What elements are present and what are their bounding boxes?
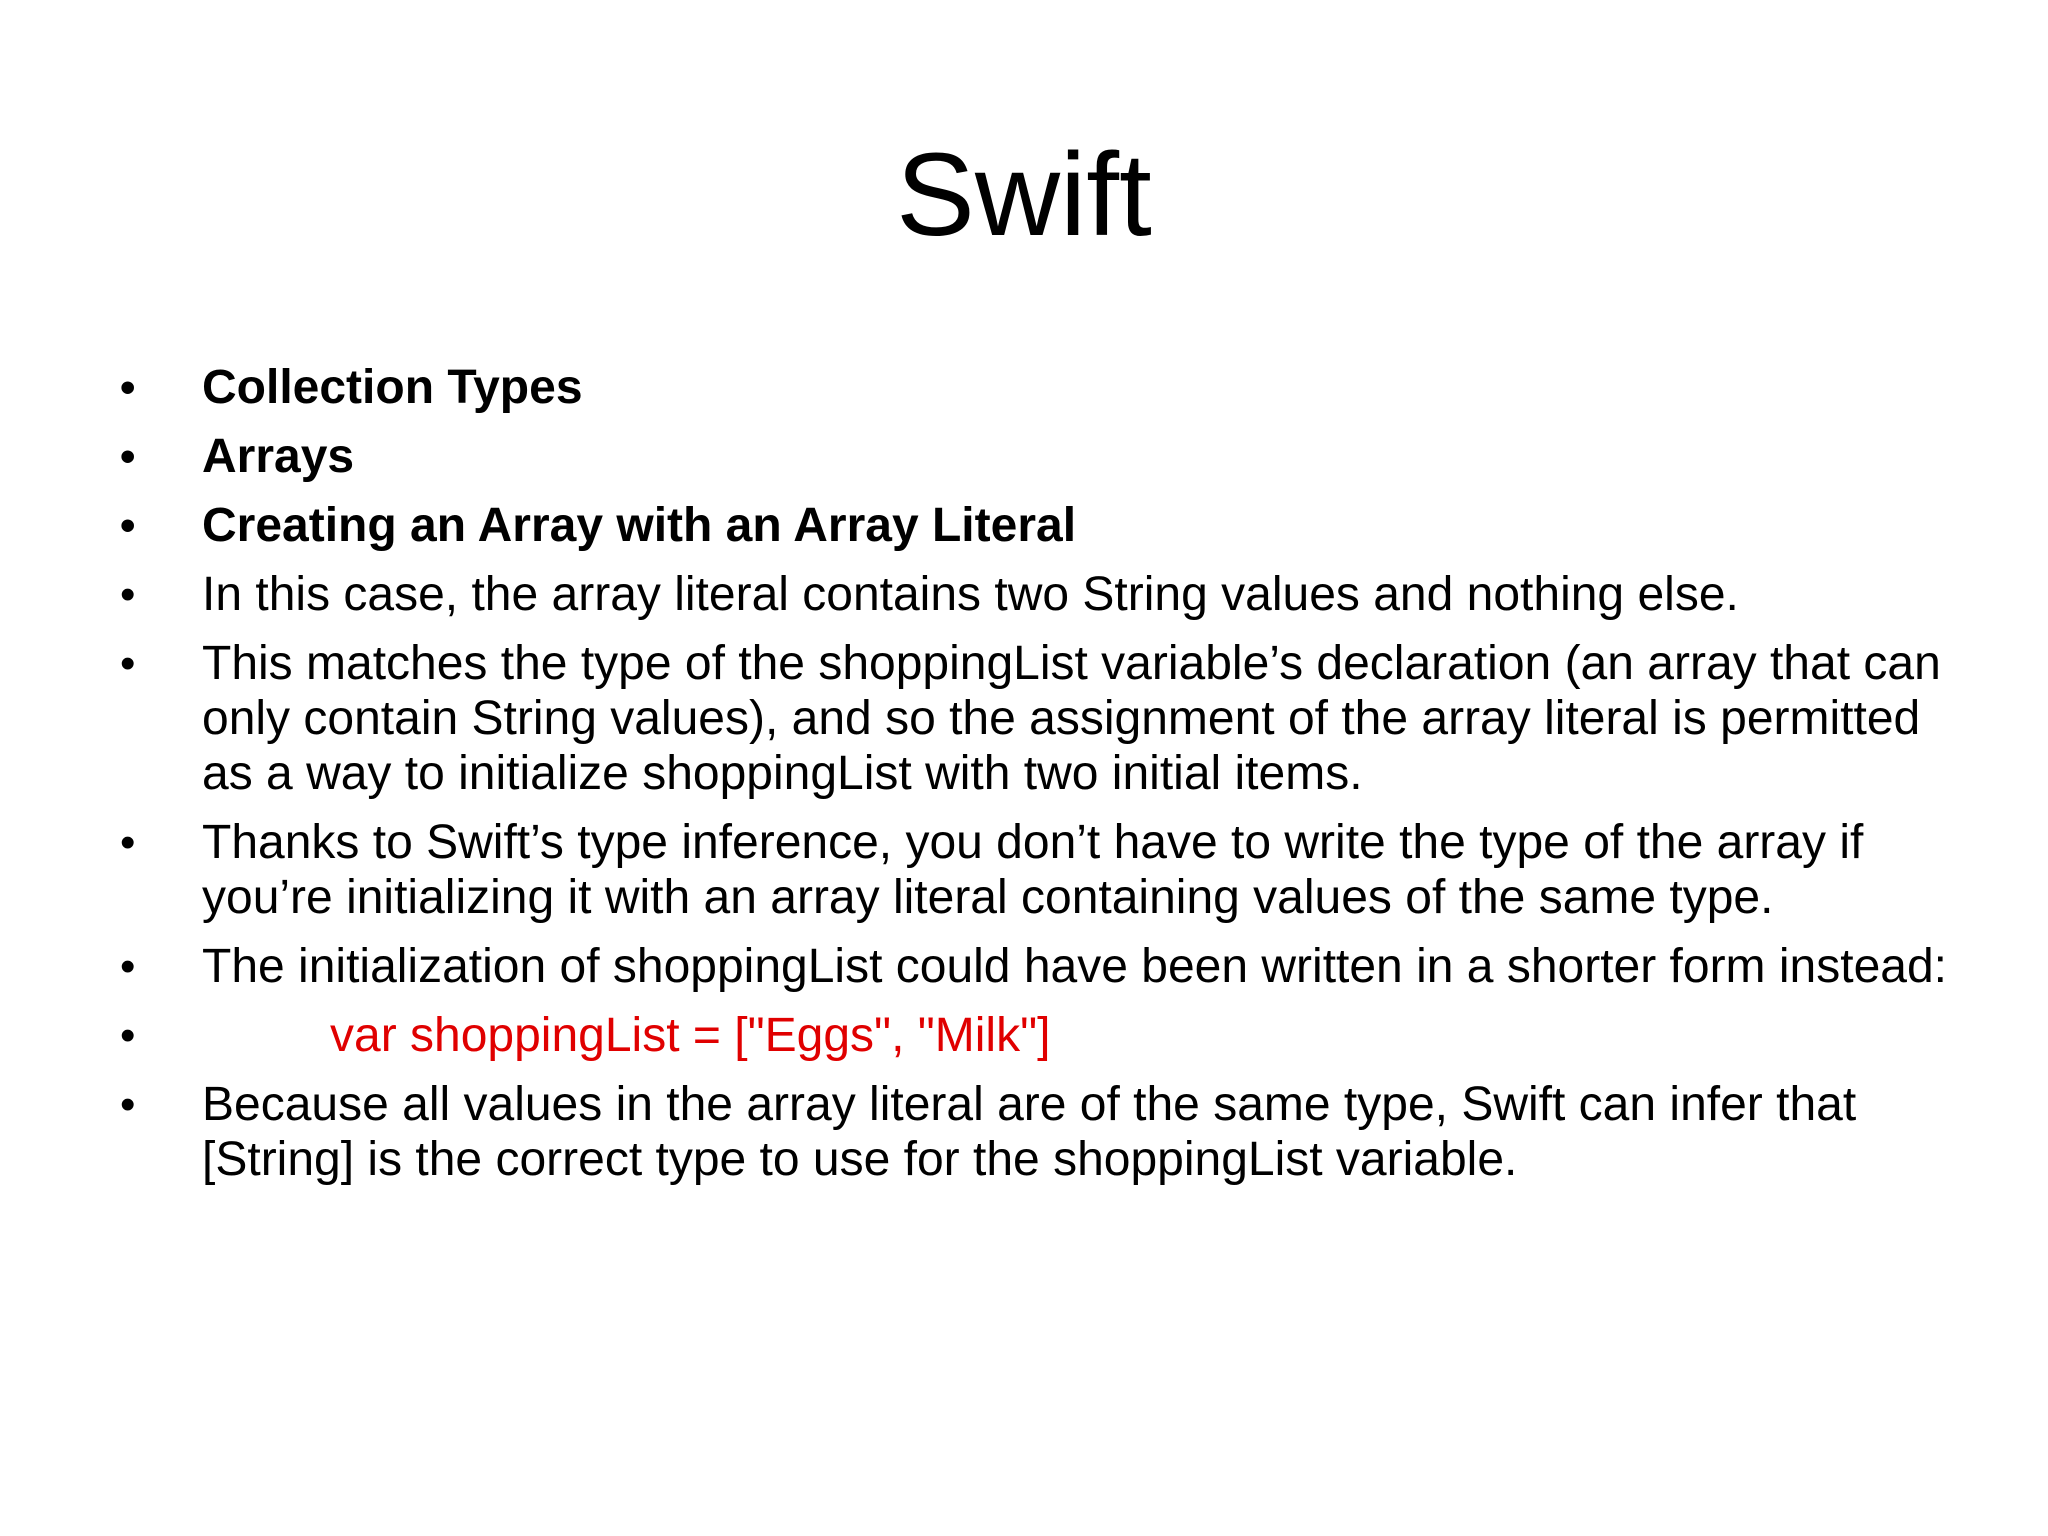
bullet-icon: •	[120, 501, 136, 550]
bullet-list	[120, 360, 1960, 1201]
bullet-icon: •	[120, 942, 136, 991]
bullet-text: In this case, the array literal contains two String values and nothing else.	[202, 568, 1739, 621]
bullet-text: Collection Types	[202, 361, 583, 414]
bullet-item-array-literal	[120, 498, 1960, 553]
bullet-text: Arrays	[202, 430, 355, 483]
bullet-icon: •	[120, 1011, 136, 1060]
bullet-icon: •	[120, 639, 136, 688]
bullet-item-type-match	[120, 636, 1960, 801]
bullet-item-type-inference	[120, 815, 1960, 925]
bullet-text: Thanks to Swift’s type inference, you don’t have to write the type of the array if you’re initializing it with an array literal containing values of the same type.	[202, 816, 1864, 924]
bullet-icon: •	[120, 432, 136, 481]
bullet-icon: •	[120, 363, 136, 412]
bullet-item-inference-result	[120, 1077, 1960, 1187]
bullet-item-shorter-form	[120, 939, 1960, 994]
bullet-icon: •	[120, 570, 136, 619]
bullet-text: Creating an Array with an Array Literal	[202, 499, 1077, 552]
bullet-item-collection-types	[120, 360, 1960, 415]
bullet-item-code-example	[120, 1008, 1960, 1063]
bullet-text: This matches the type of the shoppingList variable’s declaration (an array that can only contain String values), and so the assignment of the array literal is permitted as a way to initialize shoppingList with two initial items.	[202, 637, 1941, 800]
slide-title: Swift	[896, 129, 1152, 261]
bullet-item-arrays	[120, 429, 1960, 484]
bullet-icon: •	[120, 1080, 136, 1129]
code-snippet: var shoppingList = ["Eggs", "Milk"]	[330, 1009, 1051, 1062]
bullet-icon: •	[120, 818, 136, 867]
bullet-text: The initialization of shoppingList could have been written in a shorter form instead:	[202, 940, 1947, 993]
bullet-text: Because all values in the array literal are of the same type, Swift can infer that [String] is the correct type to use for the shoppingList variable.	[202, 1078, 1857, 1186]
bullet-item-case-description	[120, 567, 1960, 622]
